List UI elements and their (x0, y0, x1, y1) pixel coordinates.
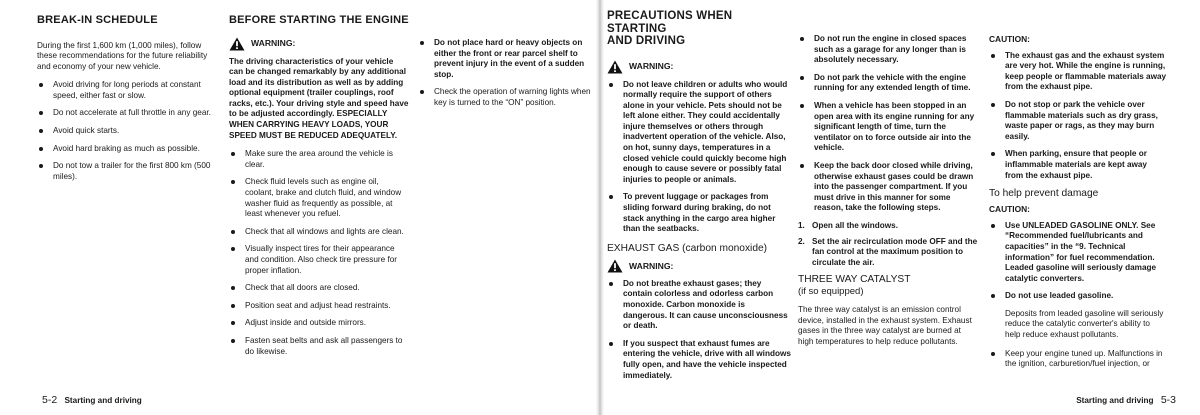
list-item: Keep the back door closed while driving, otherwise exhaust gases could be drawn into the passenger compartment. If you must drive in this manner for some reason, take the following steps. (798, 161, 978, 214)
precautions-heading-line1: PRECAUTIONS WHEN STARTING (607, 10, 733, 35)
page-number: 5-2 (42, 394, 58, 406)
list-item: Position seat and adjust head restraints. (229, 301, 409, 312)
before-starting-heading: BEFORE STARTING THE ENGINE (229, 14, 409, 26)
exhaust-list (607, 279, 791, 381)
closed-spaces-list (798, 34, 978, 214)
damage-caution-label: CAUTION: (989, 204, 1030, 215)
list-item: Check fluid levels such as engine oil, coolant, brake and clutch fluid, and window washer fluid as frequently as possible, at least whenever you refuel. (229, 177, 409, 219)
precautions-heading (607, 10, 791, 48)
list-item: Do not stop or park the vehicle over flammable materials such as dry grass, waste paper or rags, as they may burn easily. (989, 100, 1167, 142)
tuneup-list (989, 349, 1167, 370)
warning-triangle-icon (229, 37, 245, 51)
list-item: The exhaust gas and the exhaust system are very hot. While the engine is running, keep people or flammable materials away from the exhaust pipe. (989, 51, 1167, 93)
damage-list (989, 221, 1167, 302)
list-item: Avoid driving for long periods at constant speed, either fast or slow. (37, 80, 217, 101)
warning-label: WARNING: (251, 38, 296, 49)
list-item (798, 237, 978, 269)
break-in-heading: BREAK-IN SCHEDULE (37, 14, 158, 26)
damage-heading: To help prevent damage (989, 188, 1099, 200)
step-text: Set the air recirculation mode OFF and the fan control at the maximum position to circulate the air. (812, 236, 978, 267)
list-item: Visually inspect tires for their appearance and condition. Also check tire pressure for proper inflation. (229, 244, 409, 276)
break-in-column (37, 14, 217, 189)
right-footer (1076, 394, 1176, 406)
closed-spaces-column (798, 34, 978, 356)
footer-section: Starting and driving (1076, 396, 1154, 405)
list-item: Check that all doors are closed. (229, 283, 409, 294)
list-item: Check the operation of warning lights when key is turned to the “ON” position. (418, 87, 594, 108)
list-item: When a vehicle has been stopped in an open area with its engine running for any significant length of time, turn the ventilator on to force outside air into the vehicle. (798, 101, 978, 154)
precautions-list (607, 80, 791, 235)
warning-label: WARNING: (629, 260, 674, 271)
leaded-note: Deposits from leaded gasoline will seriously reduce the catalytic converter's ability to help reduce exhaust pollutants. (1005, 308, 1164, 340)
precautions-column (607, 10, 791, 388)
list-item: Make sure the area around the vehicle is clear. (229, 149, 409, 170)
list-item: Do not run the engine in closed spaces such as a garage for any longer than is absolutely necessary. (798, 34, 978, 66)
list-item: Do not place hard or heavy objects on either the front or rear parcel shelf to prevent injury in the event of a sudden stop. (418, 38, 594, 80)
warning-row (607, 60, 791, 74)
list-item (798, 221, 978, 232)
exhaust-heading: EXHAUST GAS (carbon monoxide) (607, 242, 768, 254)
step-number: 2. (798, 236, 805, 246)
warning-triangle-icon (607, 60, 623, 74)
exhaust-warning-row (607, 259, 791, 273)
step-number: 1. (798, 220, 805, 230)
list-item: Do not use leaded gasoline. (989, 291, 1167, 302)
list-item: Adjust inside and outside mirrors. (229, 318, 409, 329)
parcel-shelf-column (418, 38, 594, 116)
list-item: Do not leave children or adults who would normally require the support of others alone in your vehicle. Pets should not be left alone either. They could accidentally injure themselves or others through inadvertent operation of the vehicle. Also, on hot, sunny days, temperatures in a closed vehicle could quickly become high enough to cause severe or possibly fatal injuries to people or animals. (607, 80, 791, 186)
parcel-shelf-list (418, 38, 594, 109)
list-item: Check that all windows and lights are clean. (229, 227, 409, 238)
list-item: Avoid hard braking as much as possible. (37, 144, 217, 155)
list-item: Do not tow a trailer for the first 800 km (500 miles). (37, 161, 217, 182)
list-item: If you suspect that exhaust fumes are entering the vehicle, drive with all windows fully open, and have the vehicle inspected immediately. (607, 339, 791, 381)
list-item: When parking, ensure that people or inflammable materials are kept away from the exhaust pipe. (989, 149, 1167, 181)
right-page (600, 0, 1200, 415)
break-in-intro: During the first 1,600 km (1,000 miles), follow these recommendations for the future reliability and economy of your new vehicle. (37, 40, 208, 71)
list-item: Keep your engine tuned up. Malfunctions in the ignition, carburetion/fuel injection, or (989, 349, 1167, 370)
list-item: Use UNLEADED GASOLINE ONLY. See “Recommended fuel/lubricants and capacities” in the “9. Technical information” for fuel recommendation. Leaded gasoline will seriously damage catalytic converters. (989, 221, 1167, 285)
catalyst-heading: THREE WAY CATALYST (798, 274, 911, 286)
warning-text: The driving characteristics of your vehicle can be changed remarkably by any additional load and its distribution as well as by adding optional equipment (trailer couplings, roof racks, etc.). Your driving style and speed have to be adjusted accordingly. ESPECIALLY WHEN CARRYING HEAVY LOADS, YOUR SPEED MUST BE REDUCED ADEQUATELY. (229, 56, 409, 140)
caution-column (989, 34, 1167, 377)
break-in-list (37, 80, 217, 182)
catalyst-text: The three way catalyst is an emission control device, installed in the exhaust system. Exhaust gases in the three way catalyst are burned at high temperatures to help reduce pollutants. (798, 305, 972, 347)
page-number: 5-3 (1160, 394, 1176, 406)
before-starting-list (229, 149, 409, 357)
list-item: To prevent luggage or packages from sliding forward during braking, do not stack anything in the cargo area higher than the seatbacks. (607, 192, 791, 234)
footer-section: Starting and driving (64, 396, 142, 405)
warning-label: WARNING: (629, 61, 674, 72)
warning-row (229, 37, 409, 51)
list-item: Do not park the vehicle with the engine running for any extended length of time. (798, 73, 978, 94)
left-footer (42, 394, 142, 406)
step-text: Open all the windows. (812, 220, 898, 230)
precautions-heading-line2: AND DRIVING (607, 35, 686, 47)
steps-list (798, 221, 978, 268)
list-item: Do not breathe exhaust gases; they contain colorless and odorless carbon monoxide. Carbon monoxide is dangerous. It can cause unconsciousness or death. (607, 279, 791, 332)
caution-list (989, 51, 1167, 182)
catalyst-subheading: (if so equipped) (798, 286, 864, 298)
list-item: Fasten seat belts and ask all passengers to do likewise. (229, 336, 409, 357)
before-starting-column (229, 14, 409, 364)
warning-triangle-icon (607, 259, 623, 273)
caution-label: CAUTION: (989, 34, 1030, 44)
list-item: Do not accelerate at full throttle in any gear. (37, 108, 217, 119)
list-item: Avoid quick starts. (37, 126, 217, 137)
